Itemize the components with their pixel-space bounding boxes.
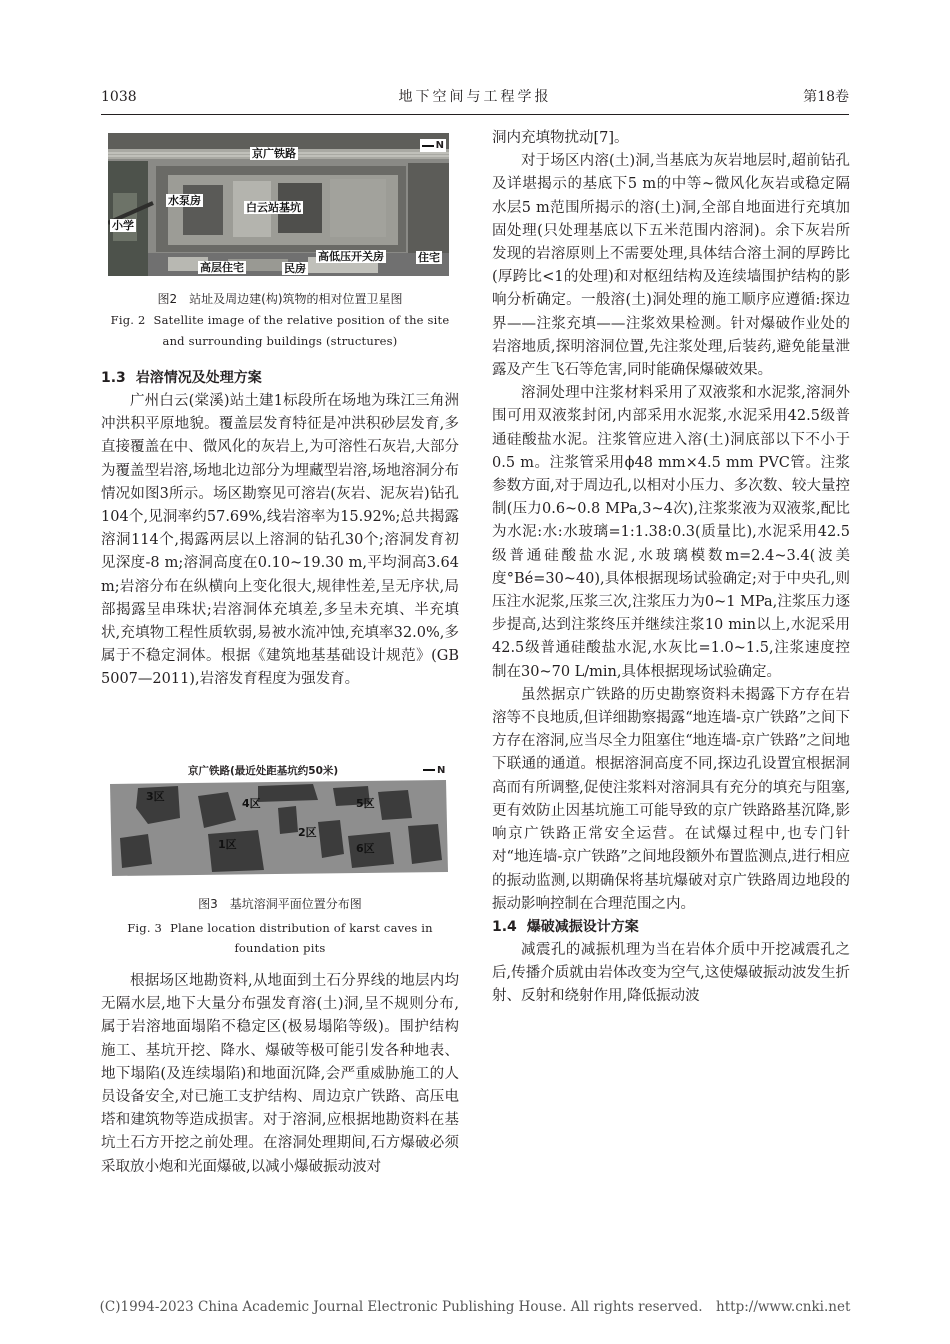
figure-3-caption-en-line2: foundation pits — [234, 941, 326, 955]
label-switch-room: 高低压开关房 — [318, 250, 384, 263]
figure-3-caption-en: Fig. 3 Plane location distribution of karst caves in — [127, 921, 433, 935]
zone-4: 4区 — [242, 797, 261, 810]
zone-6: 6区 — [356, 842, 375, 855]
paragraph: 虽然据京广铁路的历史勘察资料未揭露下方存在岩溶等不良地质,但详细勘察揭露“地连墙-京广铁路”之间下方存在溶洞,应当尽全力阻塞住“地连墙-京广铁路”之间地下联通的通道。根据溶洞高度不同,探边孔设置宜根据洞高而有所调整,促使注浆料对溶洞具有充分的填充与阻塞,更有效防止因基坑施工可能导致的京广铁路路基沉降,影响京广铁路正常安全运营。在试爆过程中,也专门针对“地连墙-京广铁路”之间地段额外布置监测点,进行相应的振动监测,以期确保将基坑爆破对京广铁路周边地段的振动影响控制在合理范围之内。 — [492, 686, 850, 912]
right-column — [492, 127, 850, 1009]
figure-3-karst-map — [108, 778, 450, 878]
running-header — [101, 86, 849, 108]
paragraph: 对于场区内溶(土)洞,当基底为灰岩地层时,超前钻孔及详堪揭示的基底下5 m的中等~微风化灰岩或稳定隔水层5 m范围所揭示的溶(土)洞,全部自地面进行充填加固处理(只处理基底以下五米范围内溶洞)。余下灰岩所发现的岩溶原则上不需要处理,具体结合溶土洞的厚跨比(厚跨比<1的处理)和对枢纽结构及连续墙围护结构的影响分析确定。一般溶(土)洞处理的施工顺序应遵循:探边界——注浆充填——注浆效果检测。针对爆破作业处的岩溶地质,探明溶洞位置,先注浆处理,后装药,避免能量泄露及产生飞石等危害,同时能确保爆破效果。 — [492, 153, 850, 379]
figure-2-caption-cn: 图2 站址及周边建(构)筑物的相对位置卫星图 — [157, 292, 403, 306]
zone-3: 3区 — [146, 790, 165, 803]
paragraph: 根据场区地勘资料,从地面到土石分界线的地层内均无隔水层,地下大量分布强发育溶(土)洞,呈不规则分布,属于岩溶地面塌陷不稳定区(极易塌陷等级)。围护结构施工、基坑开挖、降水、爆破等极可能引发各种地表、地下塌陷(及连续塌陷)和地面沉降,会严重威胁施工的人员设备安全,对已施工支护结构、周边京广铁路、高压电塔和建筑物等造成损害。对于溶洞,应根据地勘资料在基坑土石方开挖之前处理。在溶洞处理期间,石方爆破必须采取放小炮和光面爆破,以减小爆破振动波对 — [101, 973, 459, 1175]
copyright-footer: (C)1994-2023 China Academic Journal Electronic Publishing House. All rights reserved. http://www.cnki.net — [99, 1299, 851, 1315]
zone-1: 1区 — [218, 838, 237, 851]
figure-2-caption-en: Fig. 2 Satellite image of the relative position of the site — [110, 313, 450, 327]
label-pump-room: 水泵房 — [168, 194, 201, 207]
paragraph: 溶洞处理中注浆材料采用了双液浆和水泥浆,溶洞外围可用双液浆封闭,内部采用水泥浆,水泥采用42.5级普通硅酸盐水泥。注浆管应进入溶(土)洞底部以下不小于0.5 m。注浆管采用ϕ48 mm×4.5 mm PVC管。注浆参数方面,对于周边孔,以相对小压力、多次数、较大量控制(压力0.6~0.8 MPa,3~4次),注浆浆液为双液浆,配比为水泥:水:水玻璃=1:1.38:0.3(质量比),水泥采用42.5级普通硅酸盐水泥,水玻璃模数m=2.4~3.4(波美度°Bé=30~40),具体根据现场试验确定;对于中央孔,则压注水泥浆,压浆三次,注浆压力为0~1 MPa,注浆压力逐步提高,达到注浆终压并继续注浆10 min以上,水泥采用42.5级普通硅酸盐水泥,水灰比=1.0~1.5,注浆速度控制在30~70 L/min,具体根据现场试验确定。 — [492, 385, 850, 680]
section-heading: 1.4 爆破减振设计方案 — [492, 918, 639, 935]
paragraph: 减震孔的减振机理为当在岩体介质中开挖减震孔之后,传播介质就由岩体改变为空气,这使爆破振动波发生折射、反射和绕射作用,降低振动波 — [492, 941, 850, 1005]
page-number: 1038 — [101, 89, 137, 105]
figure-2-caption-en-line2: and surrounding buildings (structures) — [162, 334, 398, 348]
label-railway: 京广铁路 — [252, 147, 296, 160]
volume-label: 第18卷 — [803, 89, 849, 105]
paragraph: 广州白云(棠溪)站土建1标段所在场地为珠江三角洲冲洪积平原地貌。覆盖层发育特征是冲洪积砂层发育,多直接覆盖在中、微风化的灰岩上,为可溶性石灰岩,大部分为覆盖型岩溶,场地北边部分为埋藏型岩溶,场地溶洞分布情况如图3所示。场区勘察见可溶岩(灰岩、泥灰岩)钻孔104个,见洞率约57.69%,线岩溶率为15.92%;总共揭露溶洞114个,揭露两层以上溶洞的钻孔30个;溶洞发育初见深度-8 m;溶洞高度在0.10~19.30 m,平均洞高3.64 m;岩溶分布在纵横向上变化很大,规律性差,呈无序状,局部揭露呈串珠状;岩溶洞体充填差,多呈未充填、半充填状,充填物工程性质软弱,易被水流冲蚀,充填率32.0%,多属于不稳定洞体。根据《建筑地基基础设计规范》(GB 5007—2011),岩溶发育程度为强发育。 — [101, 393, 459, 688]
label-high-rise: 高层住宅 — [200, 261, 244, 274]
journal-title: 地下空间与工程学报 — [398, 89, 552, 105]
paragraph: 洞内充填物扰动[7]。 — [492, 130, 629, 146]
label-station-pit: 白云站基坑 — [246, 201, 301, 214]
section-1-3 — [101, 367, 459, 692]
zone-5: 5区 — [356, 797, 375, 810]
figure-2-satellite-image — [108, 133, 449, 276]
figure-3-caption-cn: 图3 基坑溶洞平面位置分布图 — [198, 897, 362, 911]
figure-3-north-arrow: N — [423, 765, 445, 776]
figure-3-title: 京广铁路(最近处距基坑约50米) — [188, 765, 339, 777]
left-column-bottom — [101, 970, 459, 1179]
section-heading: 1.3 岩溶情况及处理方案 — [101, 370, 262, 386]
north-arrow: N — [420, 139, 446, 152]
label-residence: 住宅 — [418, 251, 440, 264]
header-rule — [101, 114, 849, 115]
zone-2: 2区 — [298, 826, 317, 839]
label-school: 小学 — [112, 219, 134, 232]
label-houses: 民房 — [284, 262, 306, 275]
